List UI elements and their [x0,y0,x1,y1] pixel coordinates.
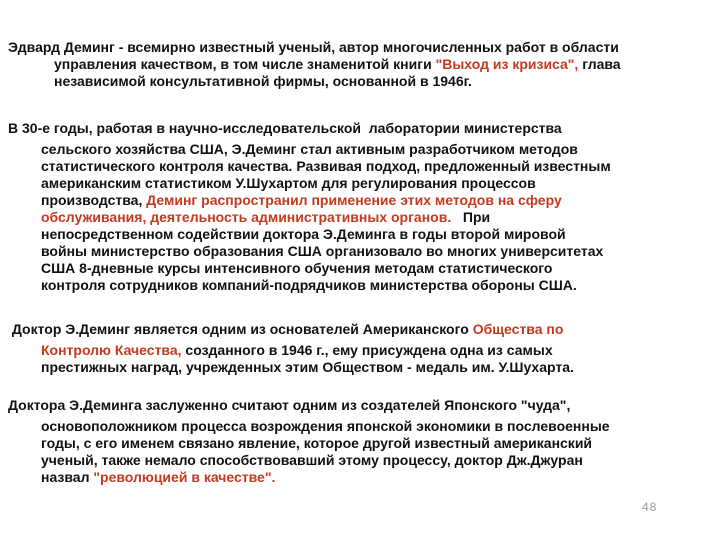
text-line [0,226,720,243]
text-line [0,209,720,226]
text-segment: престижных наград, учрежденных этим Обществом - медаль им. У.Шухарта. [41,359,574,375]
text-segment: американским статистиком У.Шухартом для регулирования процессов [41,175,536,191]
text-line [0,158,720,175]
text-segment: статистического контроля качества. Развивая подход, предложенный известным [41,158,611,174]
slide-page-number: 48 [642,500,658,514]
text-segment: контроля сотрудников компаний-подрядчиков министерства обороны США. [41,277,577,293]
text-segment: сельского хозяйства США, Э.Деминг стал активным разработчиком методов [41,141,578,157]
text-segment: В 30-е годы, работая в научно-исследовательской лаборатории министерства [8,120,562,136]
para-deming-intro [0,39,720,90]
para-japanese-miracle [0,397,720,486]
text-line [0,418,720,435]
text-segment: непосредственном содействии доктора Э.Деминга в годы второй мировой [41,226,566,242]
text-segment: основоположником процесса возрождения японской экономики в послевоенные [41,418,610,434]
text-line [0,277,720,294]
text-line [0,321,720,338]
text-segment: войны министерство образования США организовало во многих университетах [41,243,604,259]
accent-text-segment: Деминг распространил применение этих методов на сферу [146,192,562,208]
text-segment: Эдвард Деминг - всемирно известный ученый, автор многочисленных работ в области [8,39,619,55]
text-line [0,397,720,414]
text-segment: назвал [41,469,94,485]
text-line [0,342,720,359]
text-line [0,73,720,90]
slide-body-text [0,39,720,486]
accent-text-segment: "революцией в качестве". [93,469,276,485]
text-line [0,192,720,209]
text-line [0,243,720,260]
text-segment: производства, [41,192,147,208]
text-segment: созданного в 1946 г., ему присуждена одна из самых [181,342,553,358]
text-line [0,56,720,73]
text-line [0,469,720,486]
para-asq-founder [0,321,720,376]
accent-text-segment: "Выход из кризиса", [435,56,579,72]
text-line [0,120,720,137]
text-segment: независимой консультативной фирмы, основанной в 1946г. [54,73,472,89]
text-segment: США 8-дневные курсы интенсивного обучения методам статистического [41,260,553,276]
text-segment: Доктор Э.Деминг является одним из основателей Американского [8,321,473,337]
text-line [0,260,720,277]
text-line [0,175,720,192]
text-segment: При [451,209,491,225]
para-1930s-work [0,120,720,294]
text-segment: ученый, также немало способствовавший этому процессу, доктор Дж.Джуран [41,452,583,468]
text-line [0,435,720,452]
text-segment: годы, с его именем связано явление, которое другой известный американский [41,435,593,451]
text-line [0,359,720,376]
accent-text-segment: Общества по [472,321,564,337]
text-segment: Доктора Э.Деминга заслуженно считают одним из создателей Японского "чуда", [8,397,571,413]
text-line [0,39,720,56]
text-line [0,452,720,469]
text-line [0,141,720,158]
accent-text-segment: обслуживания, деятельность административных органов. [41,209,452,225]
text-segment: глава [578,56,621,72]
accent-text-segment: Контролю Качества, [41,342,182,358]
text-segment: управления качеством, в том числе знаменитой книги [54,56,436,72]
